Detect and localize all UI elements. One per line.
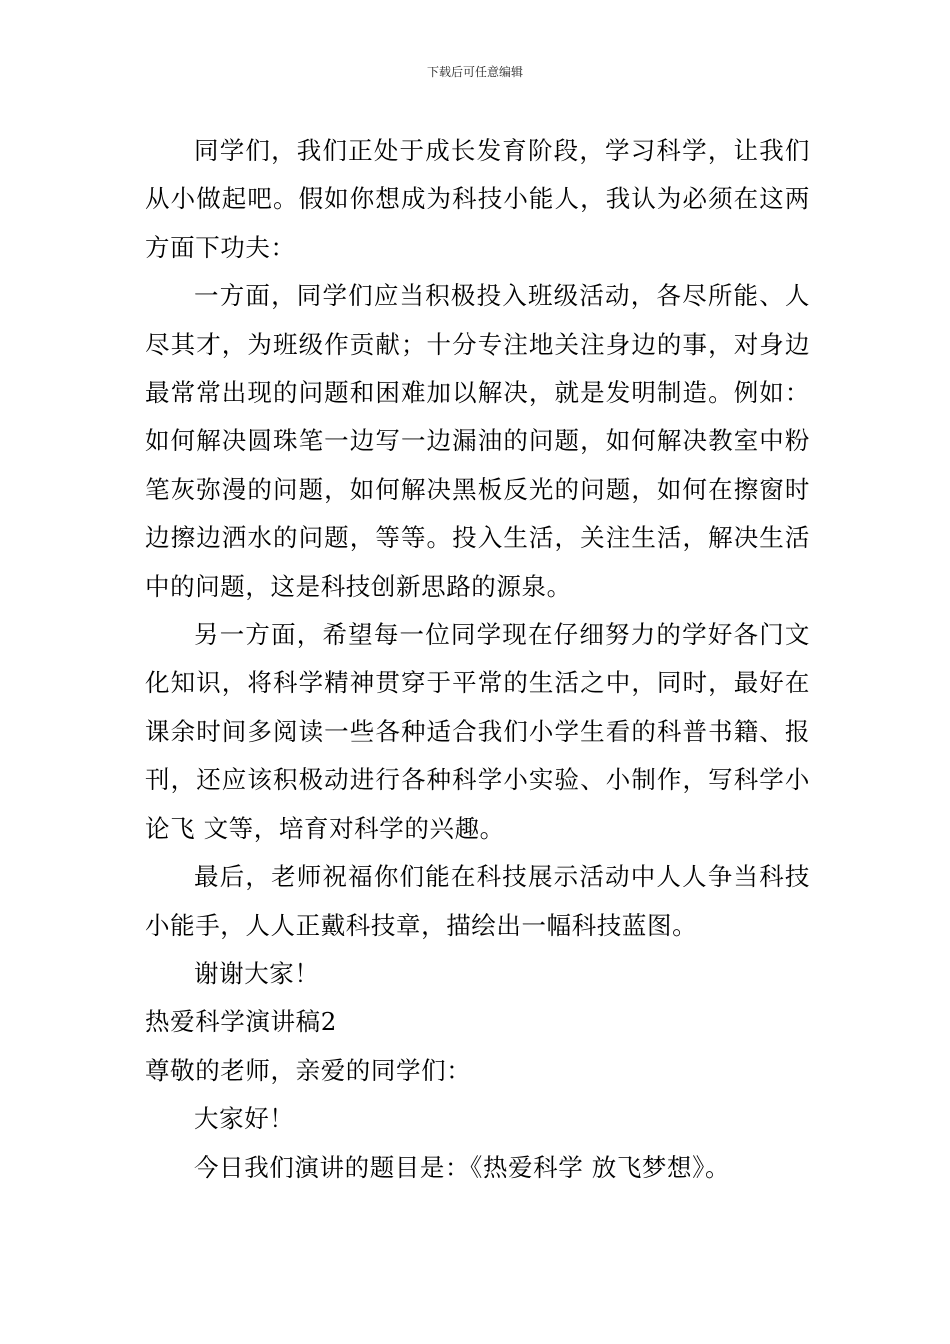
paragraph-intro: 同学们，我们正处于成长发育阶段，学习科学，让我们从小做起吧。假如你想成为科技小能人，我认为必须在这两方面下功夫： <box>145 136 810 262</box>
section-title: 热爱科学演讲稿2 <box>145 1007 337 1037</box>
page-header-note: 下载后可任意编辑 <box>426 65 523 79</box>
paragraph-thanks: 谢谢大家！ <box>194 958 320 988</box>
paragraph-first-aspect: 一方面，同学们应当积极投入班级活动，各尽所能、人尽其才，为班级作贡献；十分专注地关注身边的事，对身边最常常出现的问题和困难加以解决，就是发明制造。例如：如何解决圆珠笔一边写一边漏油的问题，如何解决教室中粉笔灰弥漫的问题，如何解决黑板反光的问题，如何在擦窗时边擦边洒水的问题，等等。投入生活，关注生活，解决生活中的问题，这是科技创新思路的源泉。 <box>145 281 810 601</box>
speech-topic: 今日我们演讲的题目是：《热爱科学 放飞梦想》。 <box>194 1152 731 1182</box>
paragraph-second-aspect: 另一方面，希望每一位同学现在仔细努力的学好各门文化知识，将科学精神贯穿于平常的生活之中，同时，最好在课余时间多阅读一些各种适合我们小学生看的科普书籍、报刊，还应该积极动进行各种科学小实验、小制作，写科学小论飞 文等，培育对科学的兴趣。 <box>145 620 810 843</box>
greeting: 大家好！ <box>194 1104 295 1134</box>
paragraph-closing: 最后，老师祝福你们能在科技展示活动中人人争当科技小能手，人人正戴科技章，描绘出一幅科技蓝图。 <box>145 862 810 940</box>
document-body <box>145 127 810 1192</box>
salutation: 尊敬的老师，亲爱的同学们： <box>145 1055 472 1085</box>
